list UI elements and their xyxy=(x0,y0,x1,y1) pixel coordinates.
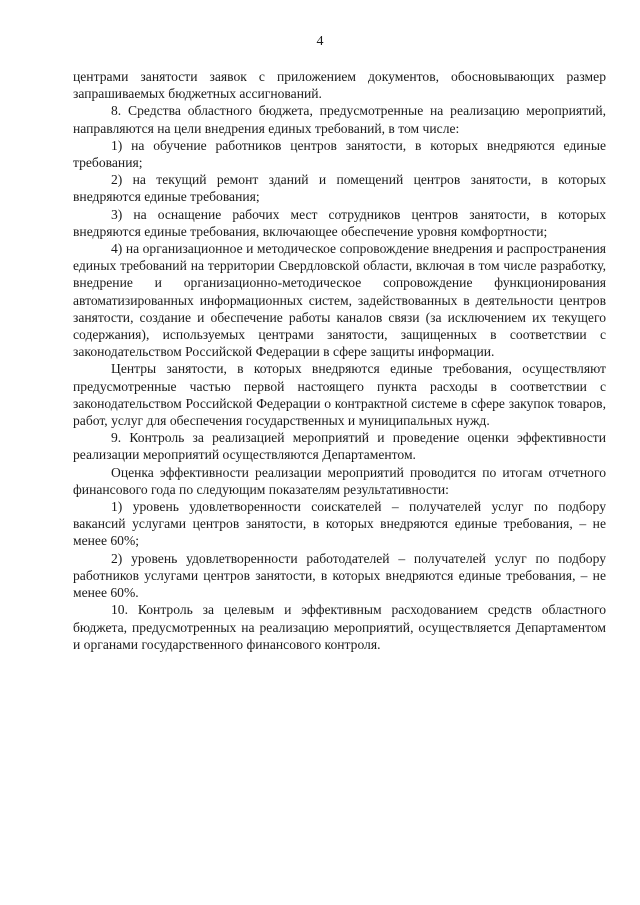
paragraph-item-8: 8. Средства областного бюджета, предусмотренные на реализацию мероприятий, направляются на цели внедрения единых требований, в том числе: xyxy=(73,103,606,136)
subitem-8-2: 2) на текущий ремонт зданий и помещений центров занятости, в которых внедряются единые требования; xyxy=(73,172,606,205)
subitem-8-4: 4) на организационное и методическое сопровождение внедрения и распространения единых требований на территории Свердловской области, включая в том числе разработку, внедрение и организационно-методическое сопровождение функционирования автоматизированных информационных систем, задействованных в деятельности центров занятости, создание и обеспечение работы каналов связи (за исключением их текущего содержания), используемых центрами занятости, защищенных в соответствии с законодательством Российской Федерации в сфере защиты информации. xyxy=(73,241,606,360)
subitem-8-3: 3) на оснащение рабочих мест сотрудников центров занятости, в которых внедряются единые требования, включающее обеспечение уровня комфортности; xyxy=(73,206,606,239)
indicator-2: 2) уровень удовлетворенности работодателей – получателей услуг по подбору работников услугами центров занятости, в которых внедряются единые требования, – не менее 60%. xyxy=(73,550,606,601)
document-body xyxy=(73,68,606,653)
paragraph-employment-centers: Центры занятости, в которых внедряются единые требования, осуществляют предусмотренные частью первой настоящего пункта расходы в соответствии с законодательством Российской Федерации о контрактной системе в сфере закупок товаров, работ, услуг для обеспечения государственных и муниципальных нужд. xyxy=(73,361,606,429)
paragraph-item-9: 9. Контроль за реализацией мероприятий и проведение оценки эффективности реализации мероприятий осуществляются Департаментом. xyxy=(73,430,606,463)
subitem-8-1: 1) на обучение работников центров занятости, в которых внедряются единые требования; xyxy=(73,137,606,171)
paragraph-efficiency-evaluation: Оценка эффективности реализации мероприятий проводится по итогам отчетного финансового года по следующим показателям результативности: xyxy=(73,464,606,497)
paragraph-item-10: 10. Контроль за целевым и эффективным расходованием средств областного бюджета, предусмотренных на реализацию мероприятий, осуществляется Департаментом и органами государственного финансового контроля. xyxy=(73,602,606,652)
page-number: 4 xyxy=(316,34,324,49)
paragraph-continuation: центрами занятости заявок с приложением документов, обосновывающих размер запрашиваемых бюджетных ассигнований. xyxy=(73,69,606,102)
indicator-1: 1) уровень удовлетворенности соискателей – получателей услуг по подбору вакансий услугами центров занятости, в которых внедряются единые требования, – не менее 60%; xyxy=(73,499,606,549)
